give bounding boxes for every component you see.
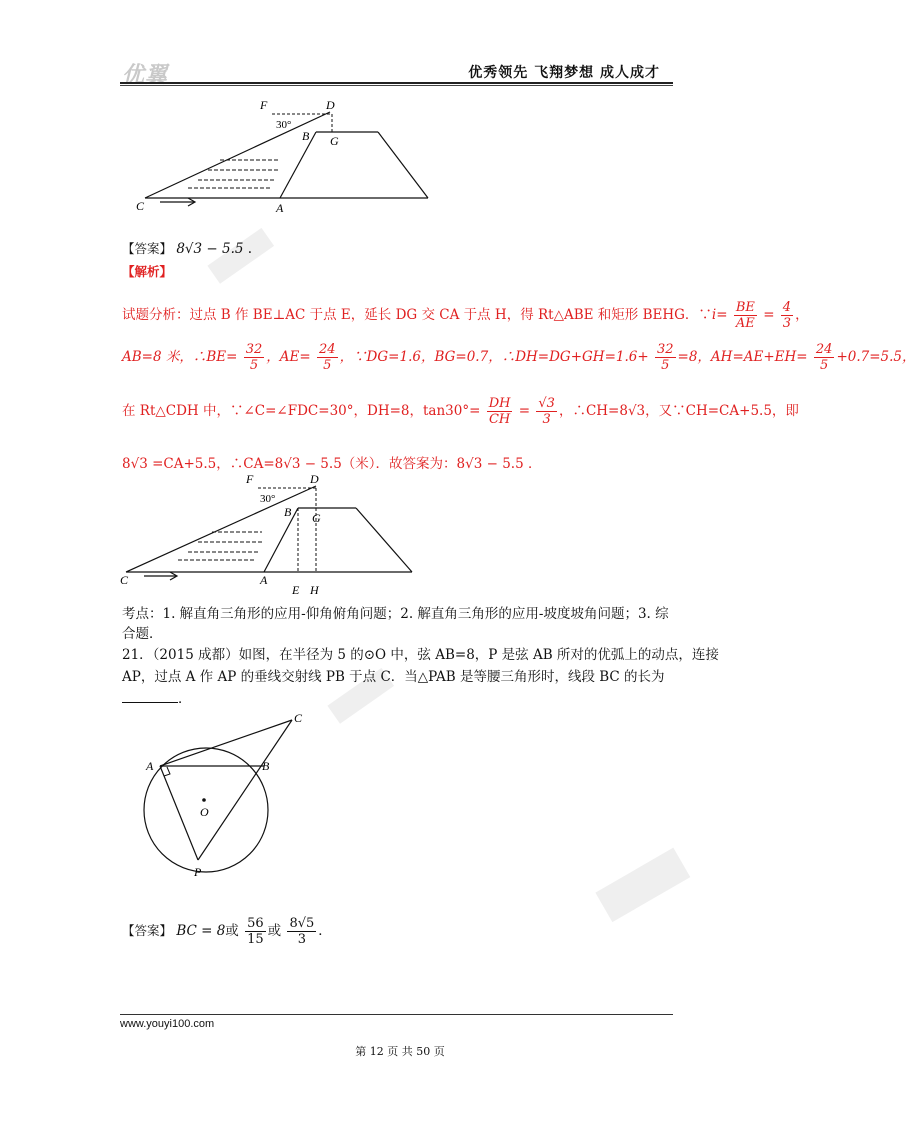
label-a: A bbox=[276, 201, 284, 215]
segment-ac bbox=[160, 720, 292, 766]
figure-circle bbox=[136, 708, 326, 880]
fraction-24-5: $\frac{24}{5}$ bbox=[815, 342, 833, 373]
right-slope bbox=[356, 508, 412, 572]
q21-line-2: AP，过点 A 作 AP 的垂线交射线 PB 于点 C．当△PAB 是等腰三角形时，线段 BC 的长为 bbox=[122, 669, 665, 685]
label-b: B bbox=[284, 505, 292, 519]
center-dot bbox=[202, 798, 206, 802]
label-g: G bbox=[330, 134, 339, 148]
fraction-32-5: $\frac{32}{5}$ bbox=[245, 342, 263, 373]
q21-answer-line: 【答案】 BC = 8或 $\frac{56}{15}$ 或 $\frac{8√5}{3}$ ． bbox=[122, 916, 332, 947]
label-c: C bbox=[136, 199, 145, 213]
slope-ratio-symbol: i bbox=[711, 307, 717, 323]
label-e: E bbox=[292, 583, 300, 597]
fraction-24-5: $\frac{24}{5}$ bbox=[319, 342, 336, 373]
label-a: A bbox=[146, 759, 154, 773]
right-angle-mark bbox=[164, 767, 170, 776]
analysis-line-1: 试题分析：过点 B 作 BE⊥AC 于点 E，延长 DG 交 CA 于点 H，得 Rt△ABE 和矩形 BEHG．∵i= $\frac{BE}{AE}$ = $\frac{4}{3}$ ， bbox=[122, 300, 809, 331]
answer-value: 8√3 − 5.5 bbox=[176, 241, 244, 257]
fraction-32-5: $\frac{32}{5}$ bbox=[656, 342, 674, 373]
answer-end: . bbox=[247, 241, 253, 257]
header-logo: 优翼 bbox=[122, 62, 169, 87]
page-number: 第 12 页 共 50 页 bbox=[355, 1045, 445, 1058]
fraction-be-ae: $\frac{BE}{AE}$ bbox=[735, 300, 755, 331]
label-c: C bbox=[120, 573, 129, 587]
watermark-logo-3 bbox=[595, 848, 690, 922]
fraction-8sqrt5-3: $\frac{8√5}{3}$ bbox=[289, 916, 315, 947]
fraction-dh-ch: $\frac{DH}{CH}$ bbox=[488, 396, 511, 427]
label-angle: 30° bbox=[260, 493, 276, 505]
q21-line-3: ． bbox=[122, 690, 192, 708]
label-d: D bbox=[326, 98, 335, 112]
segment-pc bbox=[198, 720, 292, 860]
sight-line bbox=[145, 112, 330, 198]
equals: = bbox=[763, 307, 775, 323]
right-slope bbox=[378, 132, 428, 198]
header-slogan: 优秀领先 飞翔梦想 成人成才 bbox=[468, 65, 660, 81]
label-p: P bbox=[194, 865, 202, 879]
slope-ab bbox=[280, 132, 316, 198]
analysis-text: 试题分析：过点 B 作 BE⊥AC 于点 E，延长 DG 交 CA 于点 H，得 Rt△ABE 和矩形 BEHG．∵ bbox=[122, 307, 712, 323]
analysis-line-3: 在 Rt△CDH 中，∵∠C=∠FDC=30°，DH=8，tan30°= $\frac{DH}{CH}$ = $\frac{√3}{3}$ ，∴CH=8√3，又∵CH=CA+5.5，即 bbox=[122, 396, 799, 427]
label-b: B bbox=[302, 129, 310, 143]
label-o: O bbox=[200, 805, 209, 819]
label-angle: 30° bbox=[276, 119, 292, 131]
kaodian-line-2: 合题． bbox=[122, 626, 163, 642]
analysis-tag: 【解析】 bbox=[122, 264, 173, 279]
footer-divider bbox=[120, 1014, 673, 1015]
label-a: A bbox=[260, 573, 268, 587]
answer-line bbox=[122, 240, 252, 258]
segment-ap bbox=[160, 766, 198, 860]
footer-url: www.youyi100.com bbox=[120, 1018, 215, 1030]
label-b: B bbox=[262, 759, 270, 773]
label-c: C bbox=[294, 711, 303, 725]
figure-slope-2 bbox=[118, 472, 420, 600]
fraction-56-15: $\frac{56}{15}$ bbox=[247, 916, 264, 947]
equals: = bbox=[716, 307, 728, 323]
answer-tag: 【答案】 bbox=[122, 923, 173, 938]
label-g: G bbox=[312, 511, 321, 525]
answer-blank bbox=[122, 702, 178, 703]
analysis-line-4: 8√3 =CA+5.5，∴CA=8√3 − 5.5（米）．故答案为：8√3 − 5.5 ． bbox=[122, 456, 542, 472]
label-f: F bbox=[246, 472, 254, 486]
q21-line-1: 21．（2015 成都）如图，在半径为 5 的⊙O 中，弦 AB=8，P 是弦 AB 所对的优弧上的动点，连接 bbox=[122, 647, 719, 663]
answer-tag: 【答案】 bbox=[122, 241, 173, 256]
fraction-4-3: $\frac{4}{3}$ bbox=[782, 300, 792, 331]
figure-slope-1 bbox=[130, 92, 440, 218]
kaodian-line-1: 考点：1. 解直角三角形的应用-仰角俯角问题；2. 解直角三角形的应用-坡度坡角问题；3. 综 bbox=[122, 606, 669, 622]
slope-ab bbox=[264, 508, 298, 572]
fraction-sqrt3-3: $\frac{√3}{3}$ bbox=[538, 396, 555, 427]
label-h: H bbox=[310, 583, 319, 597]
label-f: F bbox=[260, 98, 268, 112]
label-d: D bbox=[310, 472, 319, 486]
analysis-line-2: AB=8 米，∴BE= $\frac{32}{5}$ ，AE= $\frac{24}{5}$ ，∵DG=1.6，BG=0.7，∴DH=DG+GH=1.6+ $\frac{32}{5}$ =8，AH=AE+EH= $\frac{24}{5}$ +0.7=5.5， bbox=[122, 342, 916, 373]
